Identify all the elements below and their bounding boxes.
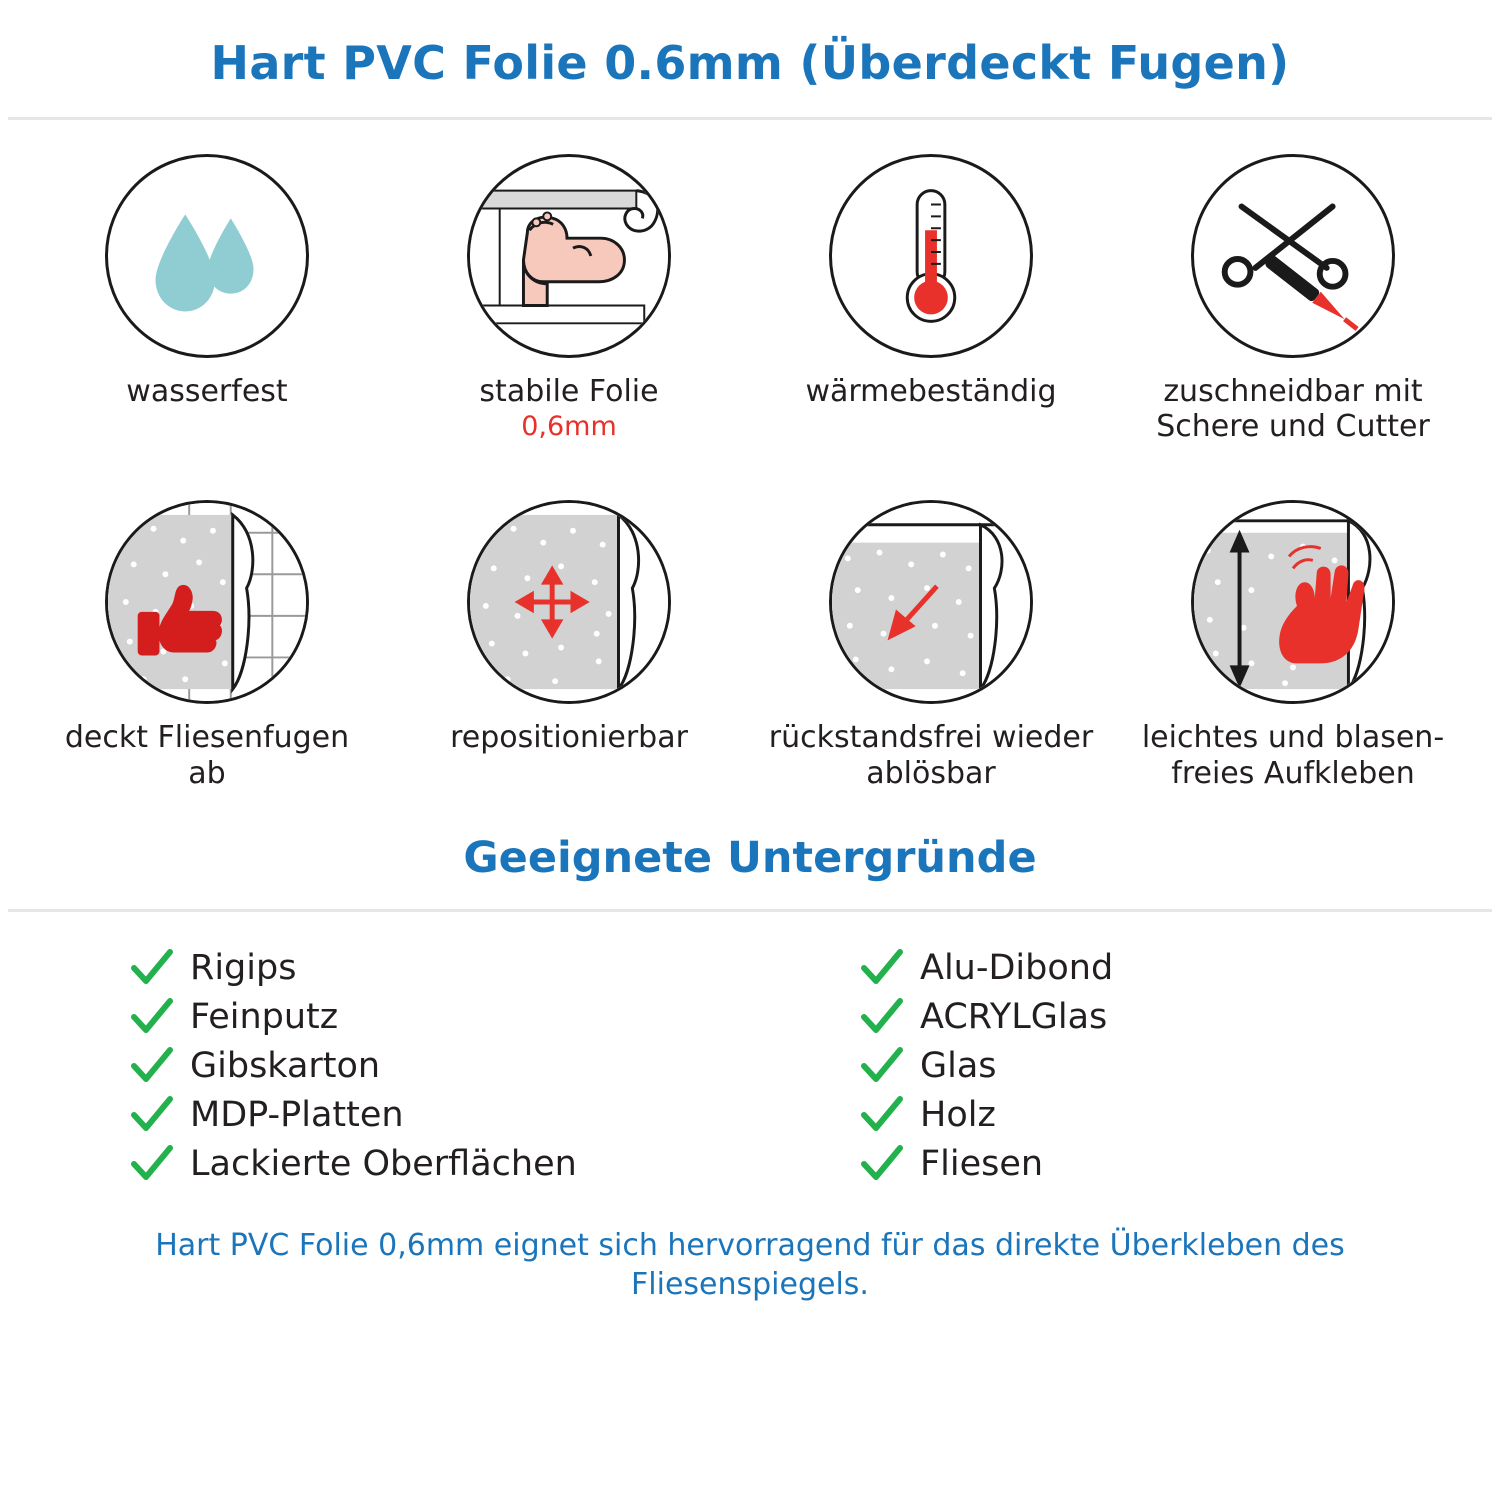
list-item <box>860 948 1500 988</box>
surfaces-list-right <box>750 948 1500 1193</box>
check-icon <box>130 1144 174 1184</box>
thermometer-icon <box>829 154 1033 358</box>
list-item <box>130 997 750 1037</box>
list-item-label: Fliesen <box>920 1143 1044 1184</box>
feature-caption: leichtes und blasen- freies Aufkleben <box>1141 720 1445 791</box>
list-item-label: Rigips <box>190 947 297 988</box>
peel-off-arrow-icon <box>829 500 1033 704</box>
feature-stable-foil <box>388 154 750 445</box>
surfaces-list-left <box>0 948 750 1193</box>
list-item-label: Gibskarton <box>190 1045 381 1086</box>
feature-caption: zuschneidbar mit Schere und Cutter <box>1156 373 1430 444</box>
feature-caption: deckt Fliesenfugen ab <box>64 720 350 791</box>
hand-smoothing-icon <box>1191 500 1395 704</box>
feature-thickness-label: 0,6mm <box>521 410 617 442</box>
list-item-label: Alu-Dibond <box>920 947 1114 988</box>
scissors-cutter-icon <box>1191 154 1395 358</box>
feature-grid-row-1 <box>0 120 1500 445</box>
check-icon <box>860 1144 904 1184</box>
feature-caption: wasserfest <box>126 373 288 409</box>
feature-caption: rückstandsfrei wieder ablösbar <box>768 720 1094 791</box>
list-item-label: Lackierte Oberflächen <box>190 1143 577 1184</box>
thumbs-up-tiles-icon <box>105 500 309 704</box>
feature-covers-grout <box>26 500 388 791</box>
feature-caption: stabile Folie <box>479 373 659 409</box>
feature-caption: wärmebeständig <box>805 373 1057 409</box>
list-item <box>860 1046 1500 1086</box>
check-icon <box>860 1046 904 1086</box>
feature-grid-row-2 <box>0 466 1500 791</box>
list-item-label: MDP-Platten <box>190 1094 404 1135</box>
check-icon <box>130 1046 174 1086</box>
check-icon <box>860 997 904 1037</box>
surfaces-lists <box>0 912 1500 1193</box>
feature-waterproof <box>26 154 388 445</box>
feature-caption: repositionierbar <box>450 720 688 756</box>
feature-heat-resistant <box>750 154 1112 445</box>
list-item-label: Feinputz <box>190 996 339 1037</box>
feature-easy-bubble-free <box>1112 500 1474 791</box>
water-drops-icon <box>105 154 309 358</box>
check-icon <box>130 997 174 1037</box>
list-item-label: ACRYLGlas <box>920 996 1108 1037</box>
check-icon <box>130 948 174 988</box>
check-icon <box>860 948 904 988</box>
move-arrows-icon <box>467 500 671 704</box>
list-item <box>860 997 1500 1037</box>
section-subheading: Geeignete Untergründe <box>463 833 1037 884</box>
footer-note: Hart PVC Folie 0,6mm eignet sich hervorragend für das direkte Überkleben des Fliesenspiegels. <box>155 1228 1345 1302</box>
check-icon <box>860 1095 904 1135</box>
list-item-label: Holz <box>920 1094 996 1135</box>
feature-repositionable <box>388 500 750 791</box>
list-item <box>860 1095 1500 1135</box>
list-item <box>130 948 750 988</box>
feature-cuttable <box>1112 154 1474 445</box>
list-item <box>130 1144 750 1184</box>
check-icon <box>130 1095 174 1135</box>
list-item-label: Glas <box>920 1045 997 1086</box>
feature-residue-free <box>750 500 1112 791</box>
flexing-arm-foil-icon <box>467 154 671 358</box>
list-item <box>860 1144 1500 1184</box>
list-item <box>130 1046 750 1086</box>
page-title: Hart PVC Folie 0.6mm (Überdeckt Fugen) <box>210 36 1290 90</box>
list-item <box>130 1095 750 1135</box>
